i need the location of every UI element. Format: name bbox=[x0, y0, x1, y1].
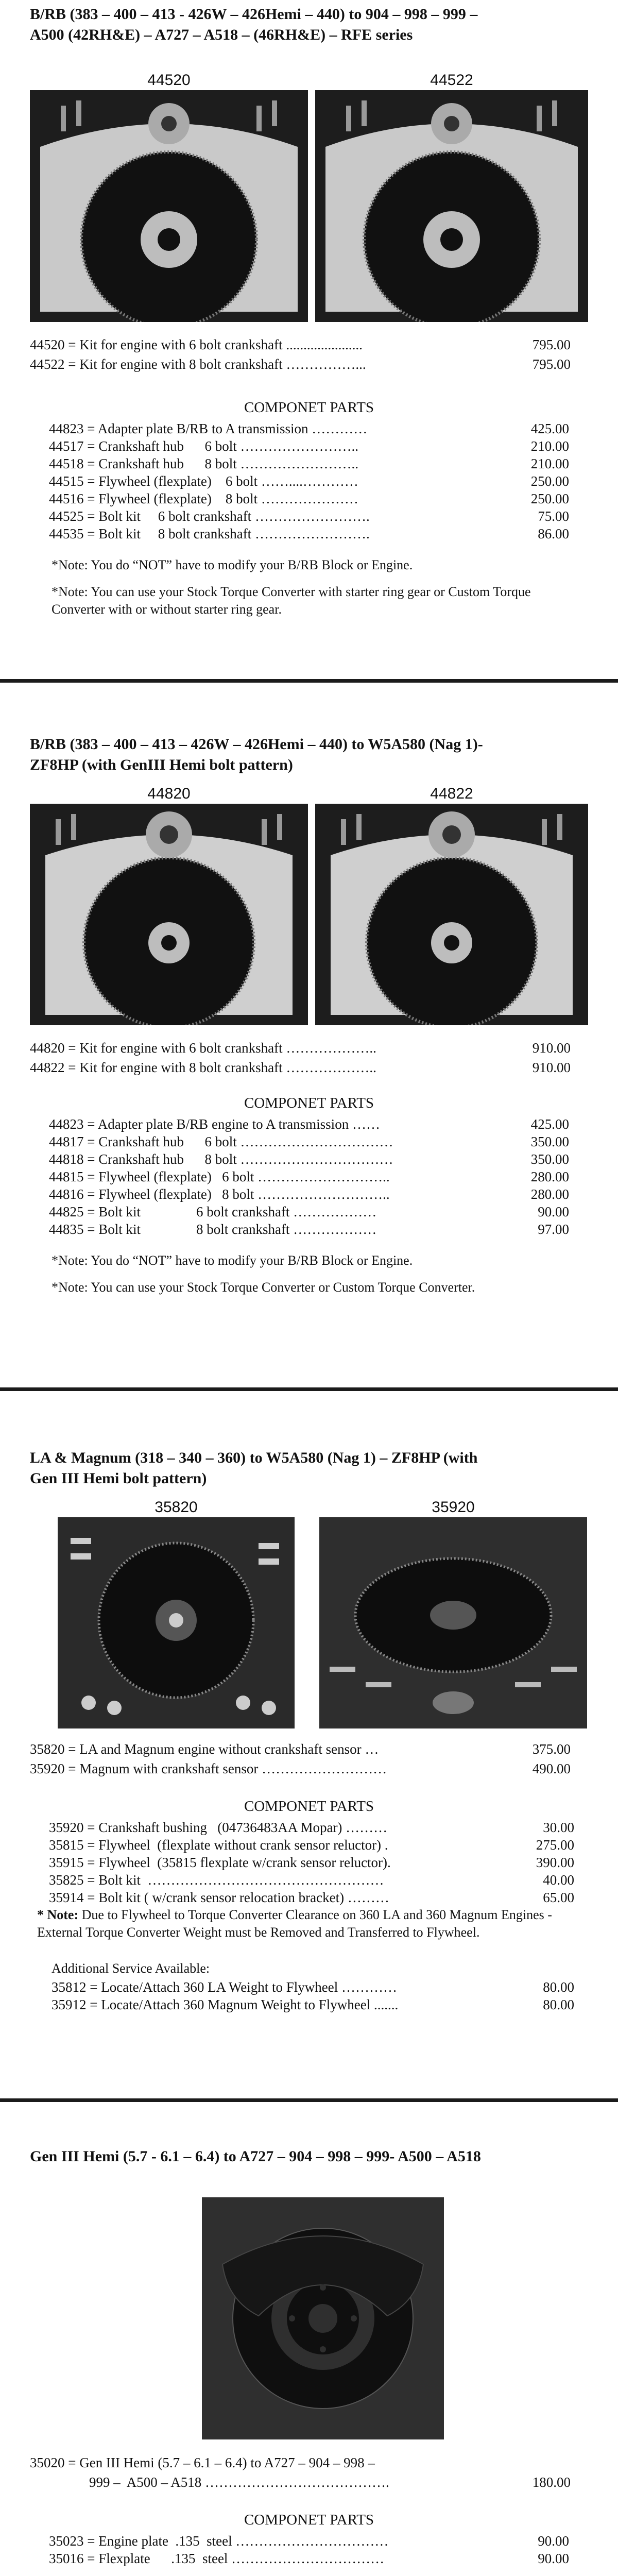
component-desc: 35915 = Flywheel (35815 flexplate w/crank sensor reluctor). bbox=[49, 1855, 391, 1870]
component-price: 250.00 bbox=[530, 491, 569, 506]
components-heading: COMPONET PARTS bbox=[244, 1798, 374, 1815]
additional-service-line bbox=[52, 1996, 597, 2066]
component-price: 425.00 bbox=[530, 421, 569, 436]
components-heading: COMPONET PARTS bbox=[244, 399, 374, 416]
component-desc: 44818 = Crankshaft hub 8 bolt …………………………… bbox=[49, 1151, 393, 1167]
kit-line-35020 bbox=[30, 2454, 586, 2490]
component-desc: 44835 = Bolt kit 8 bolt crankshaft ……………… bbox=[49, 1222, 377, 1237]
product-photo-35020 bbox=[202, 2197, 444, 2439]
kit-price: 910.00 bbox=[532, 1060, 571, 1075]
component-price: 210.00 bbox=[530, 438, 569, 454]
engine-plate-image bbox=[202, 2197, 444, 2439]
photo-label: 44822 bbox=[430, 785, 473, 802]
component-price: 86.00 bbox=[538, 526, 569, 541]
section-divider bbox=[0, 2098, 618, 2102]
kit-desc: 44520 = Kit for engine with 6 bolt crankshaft ...................... bbox=[30, 337, 363, 352]
photo-label: 35920 bbox=[432, 1499, 475, 1516]
component-price: 250.00 bbox=[530, 473, 569, 489]
kit-desc-line1: 35020 = Gen III Hemi (5.7 – 6.1 – 6.4) to A727 – 904 – 998 – bbox=[30, 2455, 375, 2470]
component-desc: 35016 = Flexplate .135 steel …………………………… bbox=[49, 2551, 385, 2566]
kit-price: 490.00 bbox=[532, 1761, 571, 1776]
note-block-modify: *Note: You do “NOT” have to modify your B/RB Block or Engine. bbox=[52, 1253, 413, 1268]
component-desc: 44823 = Adapter plate B/RB to A transmission ………… bbox=[49, 421, 368, 436]
service-desc: 35912 = Locate/Attach 360 Magnum Weight to Flywheel ....... bbox=[52, 1997, 399, 2012]
photo-label: 35820 bbox=[154, 1499, 198, 1516]
component-price: 280.00 bbox=[530, 1187, 569, 1202]
component-desc: 35914 = Bolt kit ( w/crank sensor relocation bracket) ……… bbox=[49, 1890, 389, 1905]
component-line bbox=[49, 2550, 585, 2576]
photo-label: 44520 bbox=[147, 72, 191, 89]
service-price: 80.00 bbox=[543, 1997, 574, 2012]
components-heading: COMPONET PARTS bbox=[244, 2512, 374, 2528]
service-price: 80.00 bbox=[543, 1979, 574, 1995]
kit-price: 795.00 bbox=[532, 357, 571, 372]
component-desc: 44823 = Adapter plate B/RB engine to A transmission …… bbox=[49, 1116, 380, 1132]
flywheel-kit-image bbox=[30, 70, 308, 322]
component-price: 65.00 bbox=[543, 1890, 574, 1905]
flywheel-kit-image bbox=[315, 70, 588, 322]
component-desc: 44816 = Flywheel (flexplate) 8 bolt ……………………….. bbox=[49, 1187, 390, 1202]
section-title: Gen III Hemi (5.7 - 6.1 – 6.4) to A727 – 904 – 998 – 999- A500 – A518 bbox=[30, 2148, 481, 2165]
kit-desc: 35920 = Magnum with crankshaft sensor ……………………… bbox=[30, 1761, 387, 1776]
note-block-converter: *Note: You can use your Stock Torque Converter or Custom Torque Converter. bbox=[52, 1280, 475, 1295]
kit-price: 795.00 bbox=[532, 337, 571, 352]
section-title: B/RB (383 – 400 – 413 – 426W – 426Hemi – 440) to W5A580 (Nag 1)- ZF8HP (with GenIII Hemi bolt pattern) bbox=[30, 736, 483, 773]
section-gen3-hemi bbox=[0, 2102, 618, 2576]
component-price: 275.00 bbox=[536, 1837, 574, 1853]
component-desc: 35023 = Engine plate .135 steel …………………………… bbox=[49, 2533, 389, 2549]
component-desc: 44525 = Bolt kit 6 bolt crankshaft ……………………. bbox=[49, 509, 370, 524]
kit-price: 375.00 bbox=[532, 1741, 571, 1757]
component-price: 97.00 bbox=[538, 1222, 569, 1237]
product-photo-44822 bbox=[315, 783, 588, 1025]
product-photo-44522 bbox=[315, 70, 588, 322]
flywheel-kit-image bbox=[30, 783, 308, 1025]
component-desc: 44517 = Crankshaft hub 6 bolt …………………….. bbox=[49, 438, 358, 454]
photo-label: 44522 bbox=[430, 72, 473, 89]
component-price: 210.00 bbox=[530, 456, 569, 471]
additional-service-heading: Additional Service Available: bbox=[52, 1961, 210, 1976]
component-desc: 44515 = Flywheel (flexplate) 6 bolt ……....………… bbox=[49, 473, 358, 489]
section-title: LA & Magnum (318 – 340 – 360) to W5A580 (Nag 1) – ZF8HP (with Gen III Hemi bolt pattern) bbox=[30, 1449, 478, 1487]
component-price: 350.00 bbox=[530, 1134, 569, 1149]
component-desc: 44825 = Bolt kit 6 bolt crankshaft ……………… bbox=[49, 1204, 377, 1219]
component-price: 75.00 bbox=[538, 509, 569, 524]
photo-label: 44820 bbox=[147, 785, 191, 802]
kit-desc-line2: 999 – A500 – A518 …………………………………. bbox=[89, 2475, 389, 2490]
component-price: 350.00 bbox=[530, 1151, 569, 1167]
section-divider bbox=[0, 1387, 618, 1391]
product-photo-44520 bbox=[30, 70, 308, 322]
component-desc: 35825 = Bolt kit …………………………………………… bbox=[49, 1872, 384, 1888]
component-desc: 44516 = Flywheel (flexplate) 8 bolt ………………… bbox=[49, 491, 358, 506]
kit-price: 180.00 bbox=[532, 2475, 571, 2490]
kit-desc: 35820 = LA and Magnum engine without crankshaft sensor … bbox=[30, 1741, 379, 1757]
component-desc: 35920 = Crankshaft bushing (04736483AA Mopar) ……… bbox=[49, 1820, 388, 1835]
component-price: 390.00 bbox=[536, 1855, 574, 1870]
component-price: 90.00 bbox=[538, 2551, 569, 2566]
flywheel-kit-image bbox=[315, 783, 588, 1025]
note-block-converter: *Note: You can use your Stock Torque Converter with starter ring gear or Custom Torque Converter with or without starter ring gear. bbox=[52, 584, 531, 617]
section-title: B/RB (383 – 400 – 413 - 426W – 426Hemi – 440) to 904 – 998 – 999 – A500 (42RH&E) – A727 – A518 – (46RH&E) – RFE series bbox=[30, 6, 478, 43]
component-desc: 44815 = Flywheel (flexplate) 6 bolt ……………………….. bbox=[49, 1169, 390, 1184]
service-desc: 35812 = Locate/Attach 360 LA Weight to Flywheel ………… bbox=[52, 1979, 397, 1995]
kit-desc: 44822 = Kit for engine with 8 bolt crankshaft ……………….. bbox=[30, 1060, 376, 1075]
components-heading: COMPONET PARTS bbox=[244, 1095, 374, 1111]
product-photo-35820 bbox=[58, 1497, 295, 1728]
kit-desc: 44522 = Kit for engine with 8 bolt crankshaft ……………... bbox=[30, 357, 366, 372]
component-price: 90.00 bbox=[538, 2533, 569, 2549]
component-price: 40.00 bbox=[543, 1872, 574, 1888]
section-la-magnum bbox=[0, 1391, 618, 2097]
section-brb-w5a580 bbox=[0, 683, 618, 1388]
component-desc: 44518 = Crankshaft hub 8 bolt …………………….. bbox=[49, 456, 358, 471]
clearance-note bbox=[37, 1906, 583, 1941]
component-desc: 44817 = Crankshaft hub 6 bolt …………………………… bbox=[49, 1134, 393, 1149]
product-photo-44820 bbox=[30, 783, 308, 1025]
flywheel-kit-image bbox=[319, 1497, 587, 1728]
component-price: 90.00 bbox=[538, 1204, 569, 1219]
component-desc: 44535 = Bolt kit 8 bolt crankshaft ……………………. bbox=[49, 526, 370, 541]
component-price: 280.00 bbox=[530, 1169, 569, 1184]
note-label: * Note: bbox=[37, 1907, 79, 1922]
kit-price: 910.00 bbox=[532, 1040, 571, 1056]
component-desc: 35815 = Flywheel (flexplate without crank sensor reluctor) . bbox=[49, 1837, 388, 1853]
section-divider bbox=[0, 679, 618, 683]
section-brb-904 bbox=[0, 0, 618, 680]
note-block-modify: *Note: You do “NOT” have to modify your B/RB Block or Engine. bbox=[52, 557, 413, 572]
component-price: 425.00 bbox=[530, 1116, 569, 1132]
flywheel-kit-image bbox=[58, 1497, 295, 1728]
component-price: 30.00 bbox=[543, 1820, 574, 1835]
kit-desc: 44820 = Kit for engine with 6 bolt crankshaft ……………….. bbox=[30, 1040, 376, 1056]
note-text: Due to Flywheel to Torque Converter Clearance on 360 LA and 360 Magnum Engines - External Torque Converter Weight must be Removed and Transferred to Flywheel. bbox=[37, 1907, 552, 1940]
product-photo-35920 bbox=[319, 1497, 587, 1728]
